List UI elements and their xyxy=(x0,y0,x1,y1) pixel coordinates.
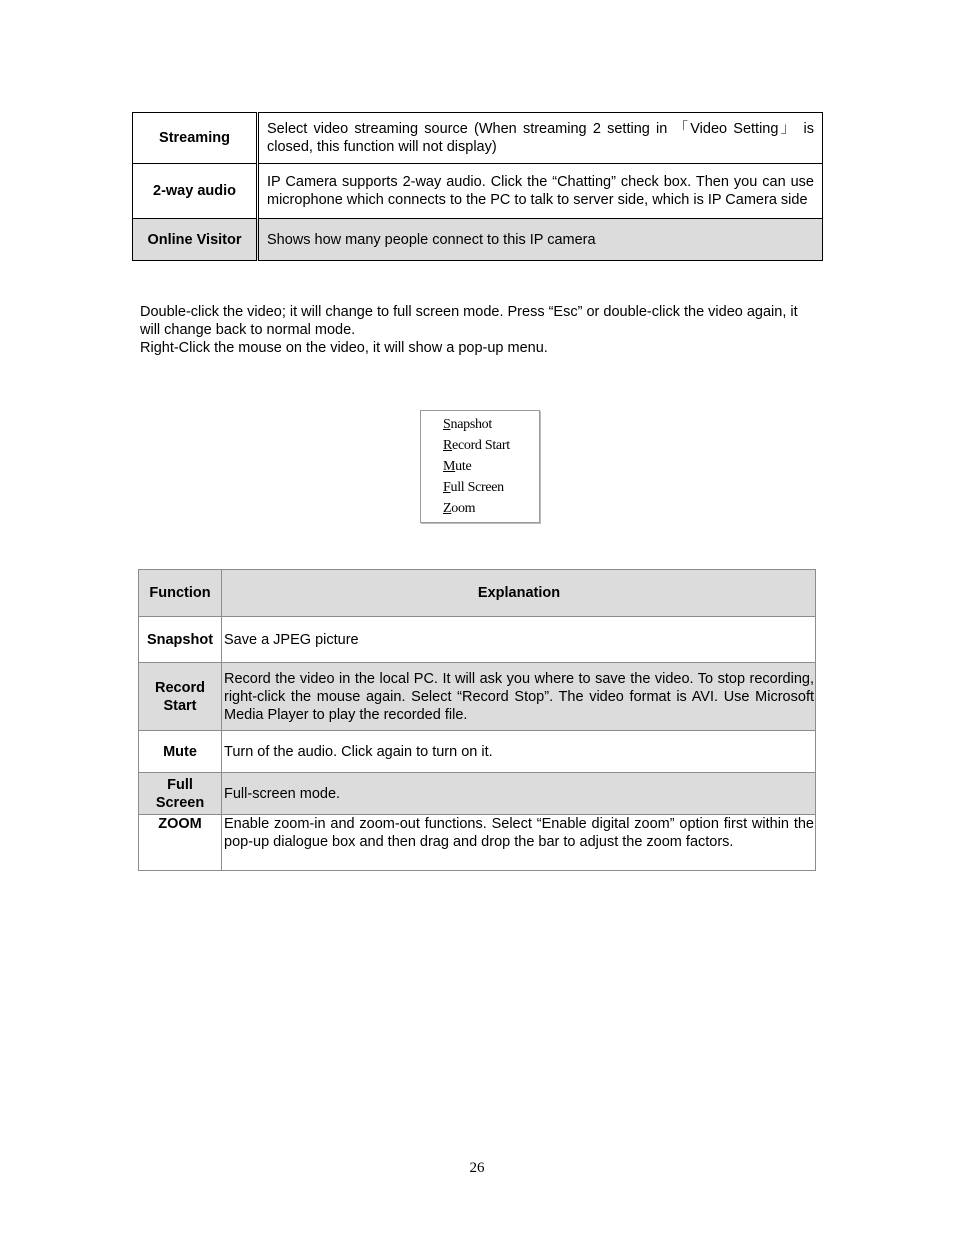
menu-accel: R xyxy=(443,438,453,453)
menu-item-mute[interactable] xyxy=(443,456,471,477)
settings-table xyxy=(132,112,823,261)
row-description: IP Camera supports 2-way audio. Click the “Chatting” check box. Then you can use microphone which connects to the PC to talk to server side, which is IP Camera side xyxy=(258,164,823,219)
table-row xyxy=(133,164,823,219)
function-explanation: Turn of the audio. Click again to turn on it. xyxy=(222,731,816,773)
row-label: Streaming xyxy=(133,113,258,164)
menu-accel: M xyxy=(443,459,456,474)
function-name: Full Screen xyxy=(139,773,222,815)
function-explanation: Save a JPEG picture xyxy=(222,617,816,663)
table-row xyxy=(139,617,816,663)
page-number: 26 xyxy=(469,1160,485,1176)
function-name: Mute xyxy=(139,731,222,773)
function-name: ZOOM xyxy=(139,815,222,871)
table-header-row xyxy=(139,570,816,617)
table-row xyxy=(139,663,816,731)
row-description: Shows how many people connect to this IP camera xyxy=(258,219,823,261)
menu-label: ecord Start xyxy=(452,438,510,453)
column-header-explanation: Explanation xyxy=(222,570,816,617)
menu-item-record-start[interactable] xyxy=(443,435,510,456)
intro-line: Double-click the video; it will change to full screen mode. Press “Esc” or double-click the video again, it will change back to normal mode. xyxy=(140,304,798,338)
context-menu xyxy=(420,410,540,523)
menu-label: ull Screen xyxy=(450,480,504,495)
function-explanation: Record the video in the local PC. It will ask you where to save the video. To stop recording, right-click the mouse again. Select “Record Stop”. The video format is AVI. Use Microsoft Media Player to play the recorded file. xyxy=(222,663,816,731)
intro-paragraph xyxy=(140,303,820,357)
menu-item-snapshot[interactable] xyxy=(443,414,492,435)
function-table xyxy=(138,569,816,871)
row-description: Select video streaming source (When streaming 2 setting in 「Video Setting」 is closed, this function will not display) xyxy=(258,113,823,164)
menu-accel: S xyxy=(443,417,451,432)
menu-label: napshot xyxy=(450,417,492,432)
menu-accel: F xyxy=(443,480,451,495)
table-row xyxy=(139,773,816,815)
menu-label: oom xyxy=(451,501,476,516)
function-name: Snapshot xyxy=(139,617,222,663)
column-header-function: Function xyxy=(139,570,222,617)
row-label: 2-way audio xyxy=(133,164,258,219)
table-row xyxy=(133,219,823,261)
function-name: Record Start xyxy=(139,663,222,731)
menu-item-zoom[interactable] xyxy=(443,498,475,519)
menu-label: ute xyxy=(455,459,472,474)
table-row xyxy=(133,113,823,164)
table-row xyxy=(139,815,816,871)
intro-line: Right-Click the mouse on the video, it will show a pop-up menu. xyxy=(140,340,548,356)
menu-item-full-screen[interactable] xyxy=(443,477,504,498)
menu-accel: Z xyxy=(443,501,452,516)
row-label: Online Visitor xyxy=(133,219,258,261)
table-row xyxy=(139,731,816,773)
function-explanation: Enable zoom-in and zoom-out functions. Select “Enable digital zoom” option first within the pop-up dialogue box and then drag and drop the bar to adjust the zoom factors. xyxy=(222,815,816,871)
function-explanation: Full-screen mode. xyxy=(222,773,816,815)
